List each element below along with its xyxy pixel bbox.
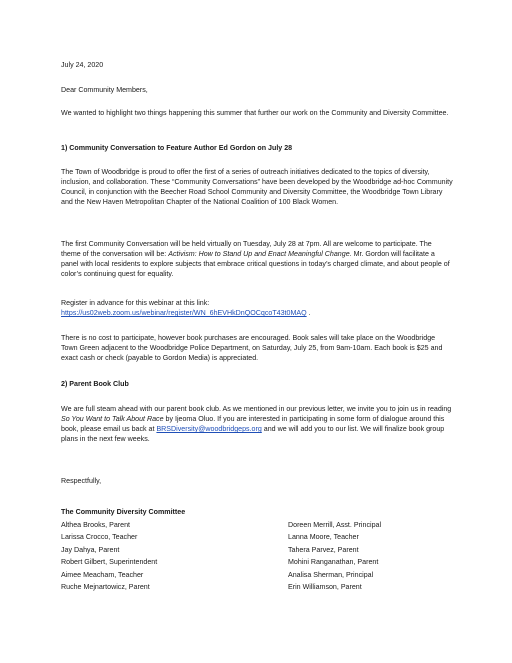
committee-member: Doreen Merrill, Asst. Principal [288, 521, 382, 529]
committee-member: Tahera Parvez, Parent [288, 545, 359, 554]
section1-paragraph-2-text-a: The first Community Conversation will be held virtually on Tuesday, July 28 at 7pm. All are welcome to participate. The theme of the conversation will be: [61, 240, 432, 258]
committee-member: Lanna Moore, Teacher [288, 533, 359, 542]
email-link[interactable]: BRSDiversity@woodbridgeps.org [156, 425, 262, 433]
committee-member: Erin Williamson, Parent [288, 582, 362, 591]
committee-member: Robert Gilbert, Superintendent [61, 558, 158, 567]
committee-member: Jay Dahya, Parent [61, 545, 120, 554]
conversation-theme: Activism: How to Stand Up and Enact Meaningful Change. [168, 250, 352, 258]
closing: Respectfully, [61, 477, 102, 485]
committee-members-left [61, 519, 281, 593]
section1-paragraph-4: There is no cost to participate, however book purchases are encouraged. Book sales will take place on the Woodbridge Town Green adjacent to the Woodbridge Police Department, on Saturday, July 25, from 9am-10am. Each book is $25 and exact cash or check (payable to Gordon Media) is appreciated. [61, 334, 443, 362]
section1-heading: 1) Community Conversation to Feature Author Ed Gordon on July 28 [61, 144, 293, 152]
section2-text-b: by Ijeoma Oluo. If you are interested in participating in some form of dialogue around this book, please email us back at [61, 415, 445, 433]
committee-member: Ruche Mejnartowicz, Parent [61, 582, 150, 591]
committee-members-right [288, 519, 488, 593]
section2-paragraph [61, 404, 453, 444]
committee-member: Larissa Crocco, Teacher [61, 533, 138, 542]
committee-member: Aimee Meacham, Teacher [61, 570, 144, 579]
section2-text-c: and we will add you to our list. We will finalize book group plans in the next few weeks. [61, 425, 445, 443]
book-title: So You Want to Talk About Race [61, 415, 164, 423]
letter-date: July 24, 2020 [61, 61, 104, 69]
section2-heading: 2) Parent Book Club [61, 380, 129, 388]
section2-text-a: We are full steam ahead with our parent book club. As we mentioned in our previous letter, we invite you to join us in reading [61, 405, 452, 413]
section1-paragraph-2-text-b: Mr. Gordon will facilitate a panel with local residents to explore subjects that embrace critical questions in today’s charged climate, and about people of color’s continuing quest for equality. [61, 250, 450, 278]
section1-paragraph-1: The Town of Woodbridge is proud to offer the first of a series of outreach initiatives dedicated to the topics of diversity, inclusion, and collaboration. These “Community Conversations” have been developed by the Woodbridge ad-hoc Community Council, in conjunction with the Beecher Road School Community and Diversity Committee, the Woodbridge Town Library and the New Haven Metropolitan Chapter of the National Coalition of 100 Black Women. [61, 168, 453, 206]
register-paragraph [61, 298, 453, 318]
section1-paragraph-2 [61, 239, 453, 279]
salutation: Dear Community Members, [61, 86, 148, 94]
intro-paragraph: We wanted to highlight two things happening this summer that further our work on the Community and Diversity Committee. [61, 109, 449, 117]
committee-member: Althea Brooks, Parent [61, 521, 131, 529]
webinar-registration-link[interactable]: https://us02web.zoom.us/webinar/register/WN_6hEVHkDnQOCqcoT43t0MAQ [61, 309, 307, 317]
register-end: . [306, 309, 311, 317]
register-text: Register in advance for this webinar at this link: [61, 299, 210, 307]
committee-member: Mohini Ranganathan, Parent [288, 558, 379, 567]
committee-member: Analisa Sherman, Principal [288, 570, 374, 579]
committee-title: The Community Diversity Committee [61, 508, 186, 516]
